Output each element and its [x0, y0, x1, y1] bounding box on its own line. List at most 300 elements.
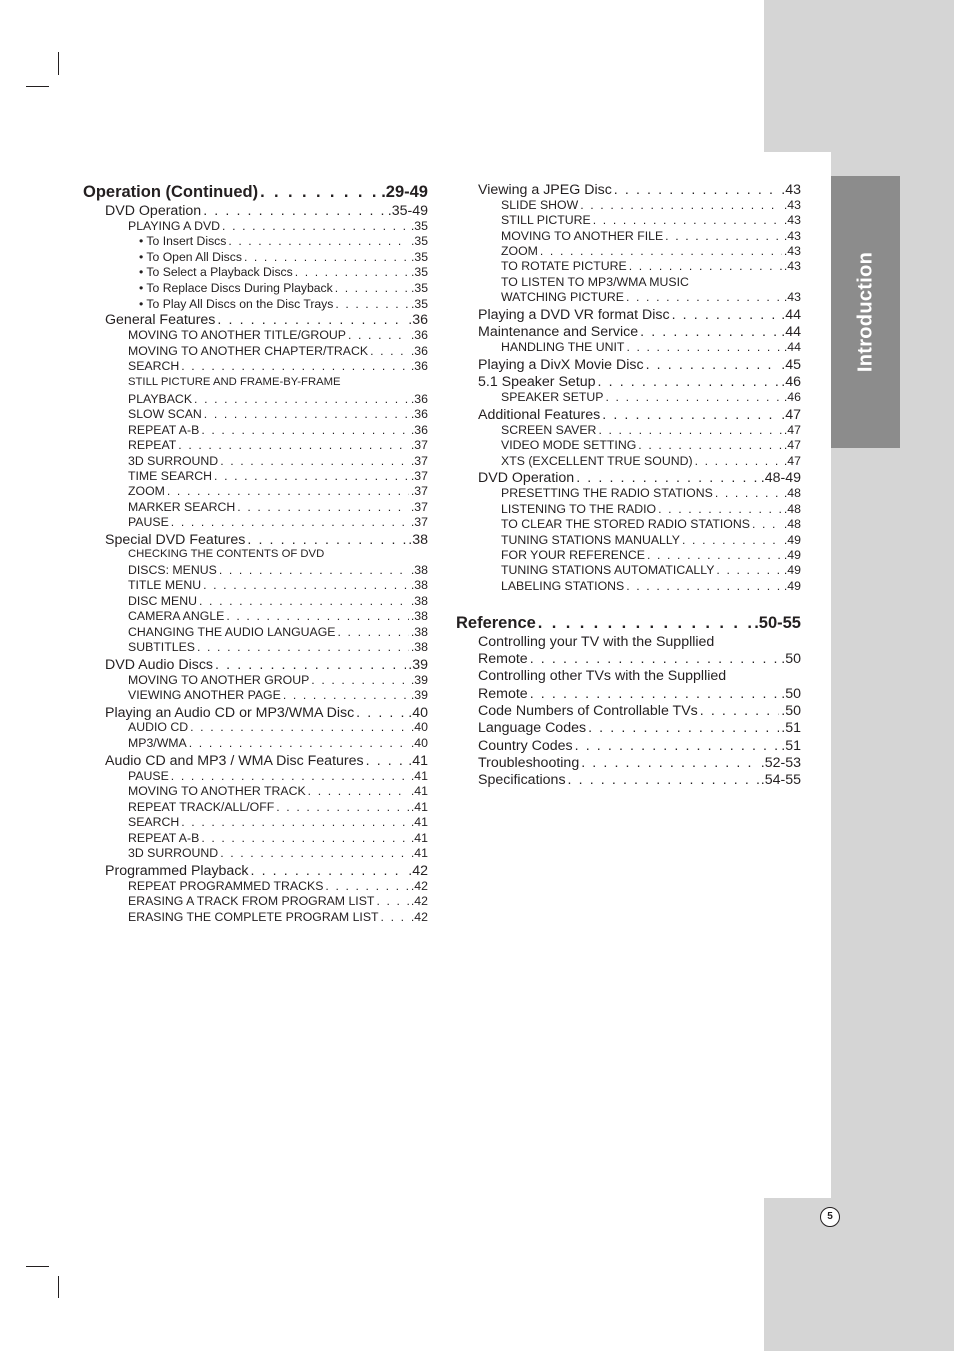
toc-entry-page: .40 — [410, 736, 428, 750]
toc-entry-page: .47 — [781, 407, 801, 423]
crop-mark — [26, 1266, 49, 1267]
toc-entry-page: .35 — [411, 297, 428, 311]
dot-leader — [716, 563, 781, 577]
toc-entry — [105, 312, 428, 328]
toc-entry-title: Country Codes — [478, 738, 573, 754]
toc-entry-page: .49 — [783, 548, 801, 562]
toc-entry-page: .37 — [410, 469, 428, 483]
toc-entry — [128, 688, 428, 702]
toc-entry-page: .49 — [783, 579, 801, 593]
toc-entry — [139, 265, 428, 279]
toc-entry-page: .42 — [408, 863, 428, 879]
toc-entry-page: .47 — [783, 438, 801, 452]
dot-leader — [381, 910, 409, 924]
toc-entry — [105, 863, 428, 879]
toc-entry-page: .43 — [783, 198, 801, 212]
dot-leader — [647, 548, 782, 562]
toc-entry-title: ERASING A TRACK FROM PROGRAM LIST — [128, 894, 375, 908]
toc-entry-page: .41 — [410, 784, 428, 798]
toc-entry-page: .38 — [410, 563, 428, 577]
toc-entry-page: .36 — [410, 328, 428, 342]
toc-entry — [128, 328, 428, 342]
toc-entry — [128, 454, 428, 468]
toc-entry-title: Troubleshooting — [478, 755, 580, 771]
toc-entry-title: Playing an Audio CD or MP3/WMA Disc — [105, 705, 355, 721]
toc-entry — [478, 357, 801, 373]
toc-entry — [501, 198, 801, 212]
dot-leader — [538, 614, 752, 633]
dot-leader — [171, 515, 409, 529]
dot-leader — [366, 753, 407, 769]
dot-leader — [171, 769, 409, 783]
toc-entry — [128, 640, 428, 654]
toc-entry — [128, 515, 428, 529]
toc-entry-page: .50 — [781, 686, 801, 702]
toc-entry — [128, 359, 428, 373]
toc-entry — [128, 563, 428, 577]
toc-entry-title: 3D SURROUND — [128, 846, 219, 860]
toc-entry-title: ERASING THE COMPLETE PROGRAM LIST — [128, 910, 379, 924]
toc-entry-page: .48 — [783, 486, 801, 500]
toc-entry-title: HANDLING THE UNIT — [501, 340, 625, 354]
toc-entry-title: SUBTITLES — [128, 640, 195, 654]
toc-entry — [501, 438, 801, 452]
toc-entry-title: DISC MENU — [128, 594, 198, 608]
toc-entry-title: Special DVD Features — [105, 532, 246, 548]
toc-entry-page: .43 — [783, 213, 801, 227]
toc-entry-title: MOVING TO ANOTHER TRACK — [128, 784, 306, 798]
toc-entry-title: CHECKING THE CONTENTS OF DVD — [128, 548, 325, 560]
toc-entry-page: .38 — [410, 640, 428, 654]
toc-entry — [501, 486, 801, 500]
toc-entry-title: MOVING TO ANOTHER CHAPTER/TRACK — [128, 344, 369, 358]
dot-leader — [348, 328, 409, 342]
toc-entry — [501, 563, 801, 577]
toc-entry-page: .44 — [781, 307, 801, 323]
toc-entry-title: FOR YOUR REFERENCE — [501, 548, 645, 562]
toc-entry — [128, 609, 428, 623]
page-number: 5 — [820, 1207, 840, 1227]
dot-leader — [181, 815, 409, 829]
dot-leader — [575, 738, 780, 754]
toc-entry-page: .41 — [410, 769, 428, 783]
dot-leader — [626, 579, 782, 593]
dot-leader — [695, 454, 782, 468]
toc-entry-title: Language Codes — [478, 720, 587, 736]
toc-entry-title: WATCHING PICTURE — [501, 290, 624, 304]
toc-entry — [501, 454, 801, 468]
toc-entry-page: .51 — [781, 720, 801, 736]
toc-entry-title: SLIDE SHOW — [501, 198, 579, 212]
toc-entry — [139, 234, 428, 248]
toc-entry — [501, 548, 801, 562]
dot-leader — [251, 863, 407, 879]
toc-entry-title: DISCS: MENUS — [128, 563, 217, 577]
section-tab-label: Introduction — [854, 251, 876, 373]
dot-leader — [530, 686, 780, 702]
toc-entry-page: .42 — [410, 894, 428, 908]
toc-entry — [105, 753, 428, 769]
dot-leader — [167, 484, 409, 498]
toc-entry-page: .47 — [783, 423, 801, 437]
dot-leader — [530, 651, 780, 667]
dot-leader — [614, 182, 779, 198]
toc-entry-page: .37 — [410, 515, 428, 529]
toc-entry-title: ZOOM — [128, 484, 165, 498]
toc-entry — [501, 502, 801, 516]
dot-leader — [338, 625, 409, 639]
toc-entry-page: .38 — [410, 578, 428, 592]
dot-leader — [214, 469, 409, 483]
toc-entry-title: • To Replace Discs During Playback — [139, 281, 333, 295]
toc-entry — [128, 846, 428, 860]
dot-leader — [197, 640, 409, 654]
dot-leader — [356, 705, 406, 721]
toc-entry-title: MP3/WMA — [128, 736, 187, 750]
toc-entry-title: 5.1 Speaker Setup — [478, 374, 596, 390]
toc-entry-page: .40 — [408, 705, 428, 721]
toc-entry — [501, 517, 801, 531]
toc-entry — [456, 614, 801, 633]
toc-entry — [128, 423, 428, 437]
toc-entry — [128, 219, 428, 233]
dot-leader — [715, 486, 782, 500]
dot-leader — [190, 720, 409, 734]
toc-entry-page: .37 — [410, 500, 428, 514]
toc-entry-title: XTS (EXCELLENT TRUE SOUND) — [501, 454, 693, 468]
toc-entry-page: .43 — [781, 182, 801, 198]
toc-entry-title: PAUSE — [128, 769, 169, 783]
toc-entry — [128, 578, 428, 592]
dot-leader — [593, 213, 782, 227]
toc-entry-title: MOVING TO ANOTHER TITLE/GROUP — [128, 328, 346, 342]
toc-entry-page: .36 — [410, 392, 428, 406]
toc-entry-title: SEARCH — [128, 815, 180, 829]
toc-entry — [83, 183, 428, 202]
toc-entry-page: .38 — [410, 609, 428, 623]
toc-entry-page: .44 — [783, 340, 801, 354]
toc-entry-title: TITLE MENU — [128, 578, 202, 592]
toc-entry — [501, 213, 801, 227]
toc-entry-title: 3D SURROUND — [128, 454, 219, 468]
toc-entry-title: TO ROTATE PICTURE — [501, 259, 627, 273]
toc-entry — [478, 755, 801, 771]
toc-entry — [128, 769, 428, 783]
toc-entry-title: TIME SEARCH — [128, 469, 213, 483]
toc-entry-page: .38 — [410, 625, 428, 639]
dot-leader — [672, 307, 780, 323]
toc-entry-title: REPEAT — [128, 438, 177, 452]
toc-entry-page: .42 — [410, 910, 428, 924]
dot-leader — [260, 183, 379, 202]
toc-entry — [501, 423, 801, 437]
crop-mark — [58, 52, 59, 75]
dot-leader — [178, 438, 409, 452]
dot-leader — [311, 673, 409, 687]
toc-entry-page: .39 — [408, 657, 428, 673]
toc-entry-title: Audio CD and MP3 / WMA Disc Features — [105, 753, 364, 769]
dot-leader — [540, 244, 782, 258]
toc-entry-title: Programmed Playback — [105, 863, 249, 879]
toc-entry-title: AUDIO CD — [128, 720, 189, 734]
toc-entry — [139, 250, 428, 264]
dot-leader — [181, 359, 409, 373]
dot-leader — [189, 736, 409, 750]
dot-leader — [194, 392, 409, 406]
toc-entry — [139, 281, 428, 295]
toc-entry-page: .37 — [410, 484, 428, 498]
toc-entry — [128, 344, 428, 358]
toc-entry-page: .35 — [411, 250, 428, 264]
toc-entry-title: REPEAT TRACK/ALL/OFF — [128, 800, 275, 814]
dot-leader — [646, 357, 780, 373]
toc-entry-title: REPEAT A-B — [128, 831, 200, 845]
toc-entry — [128, 392, 428, 406]
toc-entry-title: DVD Audio Discs — [105, 657, 214, 673]
toc-entry-page: .35-49 — [387, 203, 428, 219]
toc-entry-title: Additional Features — [478, 407, 601, 423]
toc-entry — [128, 407, 428, 421]
toc-entry — [128, 800, 428, 814]
toc-entry-title: MOVING TO ANOTHER FILE — [501, 229, 664, 243]
toc-entry-title: STILL PICTURE — [501, 213, 591, 227]
toc-entry-title: PRESETTING THE RADIO STATIONS — [501, 486, 713, 500]
toc-entry-page: .48 — [783, 517, 801, 531]
toc-entry — [128, 815, 428, 829]
toc-entry — [478, 307, 801, 323]
dot-leader — [215, 657, 406, 673]
dot-leader — [219, 563, 409, 577]
toc-entry-page: .36 — [408, 312, 428, 328]
toc-entry — [128, 438, 428, 452]
toc-entry — [105, 532, 428, 548]
toc-entry — [105, 203, 428, 219]
toc-entry — [128, 894, 428, 908]
toc-entry — [478, 738, 801, 754]
toc-entry-page: .39 — [410, 688, 428, 702]
toc-entry — [478, 651, 801, 667]
dot-leader — [370, 344, 409, 358]
toc-entry-title: Remote — [478, 651, 528, 667]
dot-leader — [335, 281, 409, 295]
toc-entry-title: LISTENING TO THE RADIO — [501, 502, 657, 516]
dot-leader — [226, 609, 409, 623]
toc-entry-title: Reference — [456, 614, 536, 632]
toc-entry-page: .49 — [783, 533, 801, 547]
toc-entry — [128, 594, 428, 608]
section-tab[interactable] — [831, 176, 900, 448]
toc-entry-page: .35 — [411, 281, 428, 295]
toc-entry — [478, 324, 801, 340]
toc-entry — [128, 484, 428, 498]
toc-entry-page: .37 — [410, 454, 428, 468]
toc-entry — [478, 686, 801, 702]
toc-entry-title: MARKER SEARCH — [128, 500, 236, 514]
toc-entry-page: .52-53 — [760, 755, 801, 771]
toc-entry — [478, 182, 801, 198]
dot-leader — [244, 250, 409, 264]
toc-entry-title: Playing a DVD VR format Disc — [478, 307, 670, 323]
toc-entry-page: .36 — [410, 423, 428, 437]
toc-entry — [478, 374, 801, 390]
toc-entry — [128, 500, 428, 514]
dot-leader — [598, 374, 780, 390]
toc-entry — [105, 705, 428, 721]
toc-entry-title: • To Play All Discs on the Disc Trays — [139, 297, 334, 311]
dot-leader — [220, 846, 409, 860]
toc-entry-page: .36 — [410, 359, 428, 373]
dot-leader — [700, 703, 780, 719]
dot-leader — [283, 688, 409, 702]
dot-leader — [308, 784, 409, 798]
toc-entry — [501, 579, 801, 593]
toc-entry — [501, 290, 801, 304]
dot-leader — [640, 324, 779, 340]
toc-entry-page: .41 — [410, 846, 428, 860]
toc-entry-title: SEARCH — [128, 359, 180, 373]
toc-entry — [501, 229, 801, 243]
dot-leader — [752, 517, 782, 531]
toc-entry-page: .42 — [410, 879, 428, 893]
toc-entry — [128, 910, 428, 924]
toc-entry-title: REPEAT A-B — [128, 423, 200, 437]
toc-entry — [128, 673, 428, 687]
toc-entry-page: .54-55 — [760, 772, 801, 788]
dot-leader — [606, 390, 782, 404]
toc-entry-title: • To Insert Discs — [139, 234, 227, 248]
dot-leader — [247, 532, 406, 548]
toc-entry-title: Specifications — [478, 772, 566, 788]
dot-leader — [201, 831, 409, 845]
toc-entry-title: SLOW SCAN — [128, 407, 202, 421]
toc-entry-title: ZOOM — [501, 244, 538, 258]
dot-leader — [581, 755, 759, 771]
toc-entry-page: .50 — [781, 651, 801, 667]
toc-entry-page: .43 — [783, 229, 801, 243]
dot-leader — [335, 297, 409, 311]
toc-entry-title: General Features — [105, 312, 216, 328]
toc-entry-page: .50-55 — [754, 614, 801, 632]
toc-entry-page: .37 — [410, 438, 428, 452]
toc-entry-title: PLAYING A DVD — [128, 219, 221, 233]
dot-leader — [682, 533, 782, 547]
dot-leader — [576, 470, 759, 486]
toc-entry-page: .41 — [410, 815, 428, 829]
toc-entry — [128, 784, 428, 798]
toc-entry-page: .48 — [783, 502, 801, 516]
toc-entry — [139, 297, 428, 311]
toc-entry — [128, 720, 428, 734]
dot-leader — [295, 265, 409, 279]
dot-leader — [222, 219, 409, 233]
toc-entry-title: DVD Operation — [478, 470, 575, 486]
toc-entry-page: .29-49 — [381, 183, 428, 201]
toc-entry-title: TO LISTEN TO MP3/WMA MUSIC — [501, 275, 689, 289]
toc-entry-title: LABELING STATIONS — [501, 579, 625, 593]
dot-leader — [237, 500, 409, 514]
toc-entry-title: SPEAKER SETUP — [501, 390, 604, 404]
dot-leader — [598, 423, 781, 437]
toc-entry-title: PLAYBACK — [128, 392, 193, 406]
dot-leader — [602, 407, 779, 423]
dot-leader — [199, 594, 409, 608]
toc-entry — [501, 390, 801, 404]
toc-entry-title: Viewing a JPEG Disc — [478, 182, 612, 198]
toc-entry-title: Maintenance and Service — [478, 324, 639, 340]
toc-entry-page: .43 — [783, 290, 801, 304]
toc-entry-title: TUNING STATIONS AUTOMATICALLY — [501, 563, 715, 577]
toc-entry-page: .35 — [411, 234, 428, 248]
toc-entry-title: • To Select a Playback Discs — [139, 265, 293, 279]
toc-entry — [105, 657, 428, 673]
toc-entry — [501, 340, 801, 354]
toc-entry-title: VIEWING ANOTHER PAGE — [128, 688, 281, 702]
toc-entry — [478, 772, 801, 788]
toc-entry-page: .39 — [410, 673, 428, 687]
dot-leader — [580, 198, 782, 212]
dot-leader — [665, 229, 782, 243]
toc-entry-title: SCREEN SAVER — [501, 423, 597, 437]
toc-entry-page: .47 — [783, 454, 801, 468]
dot-leader — [638, 438, 782, 452]
toc-entry-page: .46 — [783, 390, 801, 404]
toc-entry-title: DVD Operation — [105, 203, 202, 219]
dot-leader — [201, 423, 409, 437]
toc-entry-page: .41 — [410, 831, 428, 845]
dot-leader — [626, 340, 781, 354]
toc-entry-page: .41 — [410, 800, 428, 814]
toc-entry — [501, 533, 801, 547]
dot-leader — [629, 259, 782, 273]
crop-mark — [58, 1276, 59, 1298]
toc-entry — [501, 259, 801, 273]
toc-entry-title: PAUSE — [128, 515, 169, 529]
dot-leader — [220, 454, 409, 468]
toc-entry-page: .45 — [781, 357, 801, 373]
toc-entry-page: .44 — [781, 324, 801, 340]
dot-leader — [203, 578, 409, 592]
toc-entry — [478, 470, 801, 486]
toc-entry-page: .51 — [781, 738, 801, 754]
toc-entry-title: CHANGING THE AUDIO LANGUAGE — [128, 625, 336, 639]
dot-leader — [276, 800, 409, 814]
toc-entry-title: Playing a DivX Movie Disc — [478, 357, 644, 373]
toc-entry-title: MOVING TO ANOTHER GROUP — [128, 673, 310, 687]
toc-entry-page: .49 — [783, 563, 801, 577]
toc-entry-page: .38 — [410, 594, 428, 608]
toc-entry — [501, 244, 801, 258]
toc-entry-page: .46 — [781, 374, 801, 390]
toc-entry-title: STILL PICTURE AND FRAME-BY-FRAME — [128, 376, 341, 388]
dot-leader — [568, 772, 759, 788]
toc-entry — [128, 625, 428, 639]
toc-entry-page: .43 — [783, 244, 801, 258]
dot-leader — [217, 312, 406, 328]
crop-mark — [26, 86, 49, 87]
toc-entry-page: .36 — [410, 344, 428, 358]
toc-entry-page: .35 — [411, 265, 428, 279]
toc-entry — [478, 703, 801, 719]
dot-leader — [325, 879, 408, 893]
dot-leader — [204, 407, 409, 421]
toc-entry-title: Controlling your TV with the Suppllied — [478, 634, 715, 650]
toc-entry-title: CAMERA ANGLE — [128, 609, 225, 623]
toc-entry-page: .43 — [783, 259, 801, 273]
toc-entry-page: .50 — [781, 703, 801, 719]
dot-leader — [658, 502, 782, 516]
toc-entry-page: .35 — [410, 219, 428, 233]
toc-entry — [128, 469, 428, 483]
